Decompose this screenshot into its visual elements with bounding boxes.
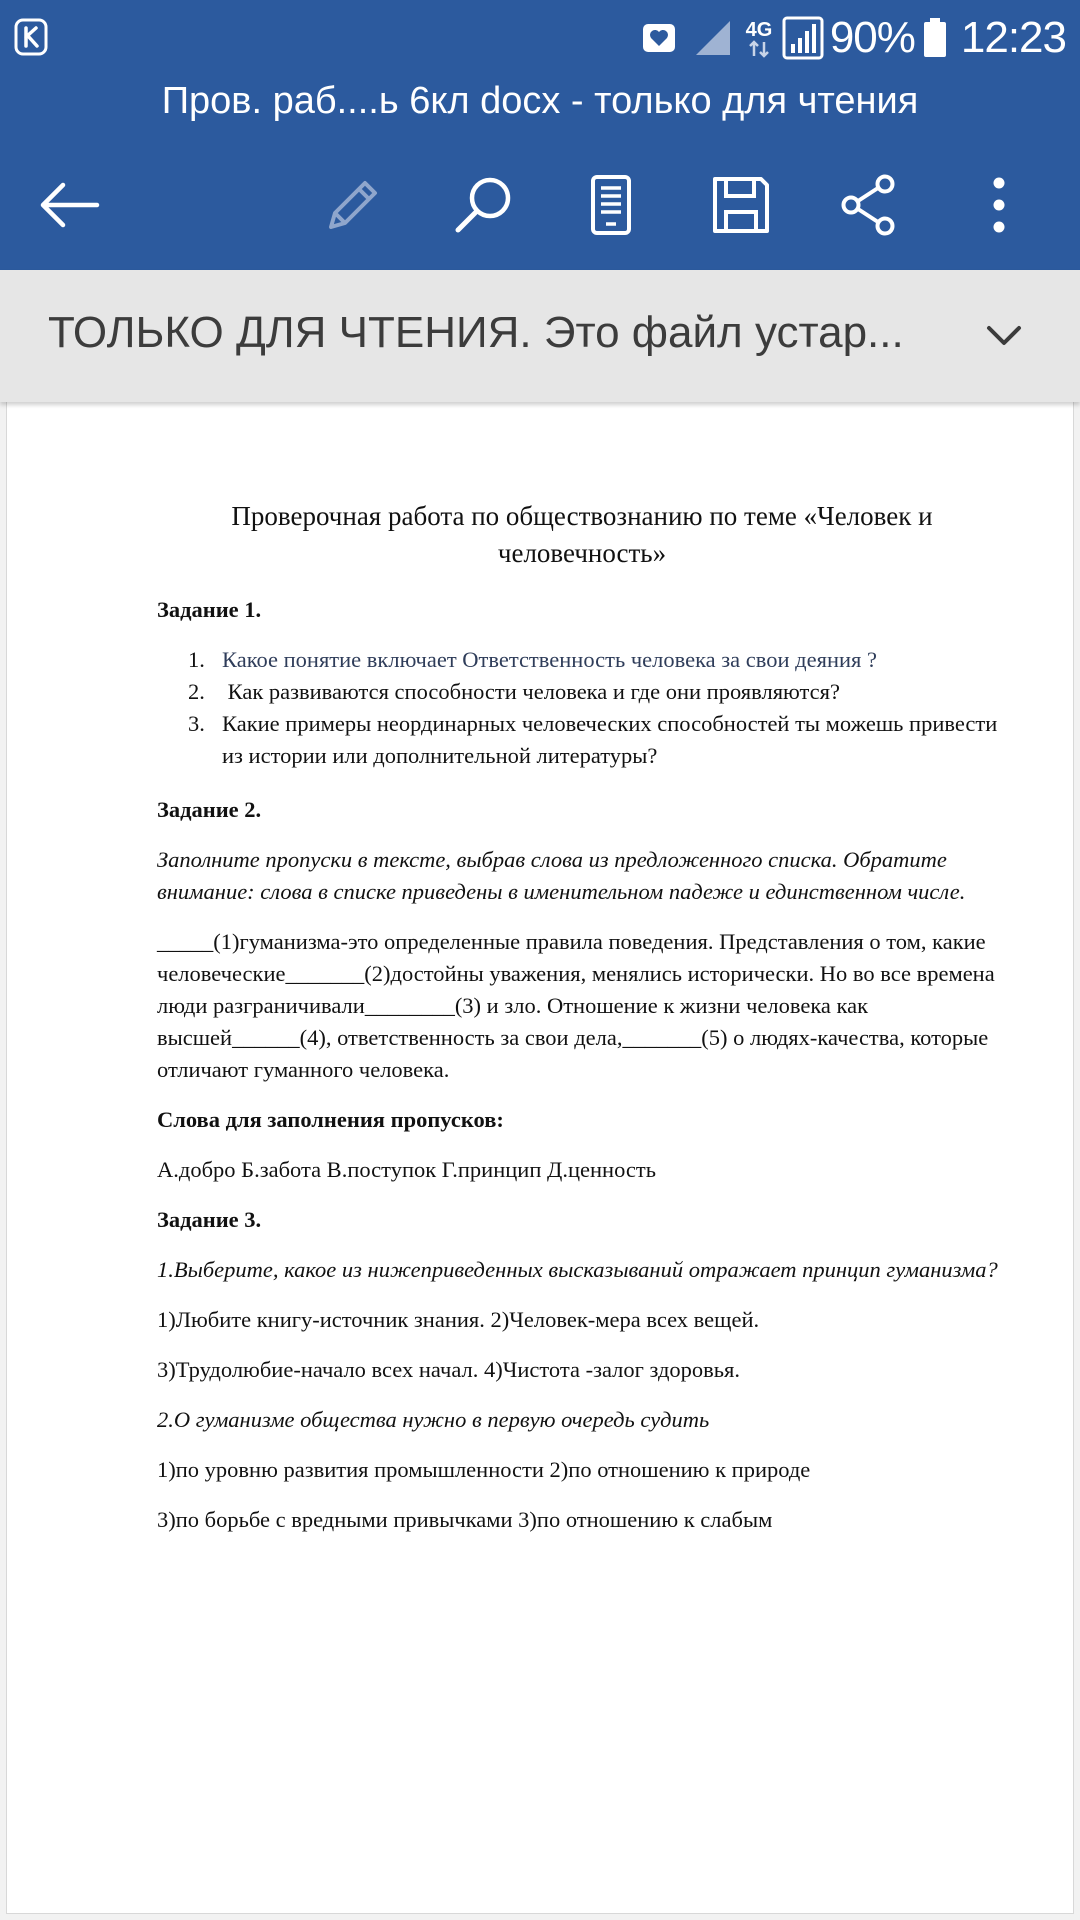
save-icon	[710, 174, 772, 236]
list-item-text: Какое понятие включает Ответственность человека за свои деяния ?	[222, 647, 877, 672]
document-title: Пров. раб....ь 6кл docx - только для чтения	[161, 80, 919, 122]
task3-q1-options-b: 3)Трудолюбие-начало всех начал. 4)Чистота -залог здоровья.	[157, 1357, 741, 1382]
toolbar	[0, 140, 1080, 270]
status-bar	[0, 0, 1080, 74]
more-options-button[interactable]	[954, 160, 1044, 250]
document-canvas[interactable]	[0, 402, 1080, 1920]
task1-title: Задание 1.	[157, 597, 262, 622]
list-item-number: 1.	[188, 647, 205, 672]
list-item	[157, 644, 1007, 676]
list-item	[157, 676, 1007, 708]
list-item	[157, 708, 1007, 772]
signal-bars-icon	[782, 16, 824, 60]
chevron-down-icon	[986, 325, 1022, 347]
document-heading: Проверочная работа по обществознанию по теме «Человек и человечность»	[231, 501, 933, 568]
reading-view-button[interactable]	[566, 160, 656, 250]
task3-q2-options-b: 3)по борьбе с вредными привычками 3)по отношению к слабым	[157, 1507, 773, 1532]
reading-view-icon	[589, 174, 633, 236]
list-item-text: Как развиваются способности человека и где они проявляются?	[222, 679, 840, 704]
title-bar	[0, 74, 1080, 140]
banner-message: ТОЛЬКО ДЛЯ ЧТЕНИЯ. Это файл устар...	[48, 308, 904, 357]
document-page[interactable]	[6, 402, 1074, 1914]
save-button[interactable]	[696, 160, 786, 250]
task3-title: Задание 3.	[157, 1207, 262, 1232]
svg-text:4G: 4G	[745, 19, 773, 41]
task2-title: Задание 2.	[157, 797, 262, 822]
task2-instruction: Заполните пропуски в тексте, выбрав слова из предложенного списка. Обратите внимание: слова в списке приведены в именительном падеже и единственном числе.	[157, 847, 966, 904]
back-button[interactable]	[24, 160, 114, 250]
task2-words-title: Слова для заполнения пропусков:	[157, 1107, 504, 1132]
edit-button[interactable]	[308, 160, 398, 250]
search-button[interactable]	[438, 160, 528, 250]
share-icon	[839, 174, 899, 236]
expand-banner-button[interactable]	[968, 300, 1040, 372]
signal-icon	[694, 19, 732, 57]
clock: 12:23	[960, 13, 1066, 62]
4g-icon	[744, 16, 774, 60]
task2-words: А.добро Б.забота В.поступок Г.принцип Д.ценность	[157, 1157, 656, 1182]
task3-question1: 1.Выберите, какое из нижеприведенных высказываний отражает принцип гуманизма?	[157, 1257, 998, 1282]
document-body	[157, 498, 1007, 1554]
k-app-icon	[14, 18, 48, 56]
battery-level: 90%	[829, 13, 915, 62]
list-item-number: 3.	[188, 711, 205, 736]
heart-icon	[642, 21, 676, 55]
task1-list	[157, 644, 1007, 772]
list-item-number: 2.	[188, 679, 205, 704]
edit-pencil-icon	[323, 175, 383, 235]
task3-q2-options-a: 1)по уровню развития промышленности 2)по отношению к природе	[157, 1457, 811, 1482]
list-item-text: Какие примеры неординарных человеческих способностей ты можешь привести из истории или дополнительной литературы?	[222, 711, 998, 768]
back-icon	[37, 179, 101, 231]
task2-text: _____(1)гуманизма-это определенные правила поведения. Представления о том, какие человеческие_______(2)достойны уважения, менялись исторически. Но во все времена люди разграничивали________(3) и зло. Отношение к жизни человека как высшей______(4), ответственность за свои дела,_______(5) о людях-качества, которые отличают гуманного человека.	[157, 929, 995, 1082]
read-only-banner[interactable]	[0, 270, 1080, 402]
share-button[interactable]	[824, 160, 914, 250]
task3-question2: 2.О гуманизме общества нужно в первую очередь судить	[157, 1407, 710, 1432]
search-icon	[452, 174, 514, 236]
battery-icon	[923, 18, 947, 58]
more-icon	[989, 175, 1009, 235]
task3-q1-options-a: 1)Любите книгу-источник знания. 2)Человек-мера всех вещей.	[157, 1307, 760, 1332]
